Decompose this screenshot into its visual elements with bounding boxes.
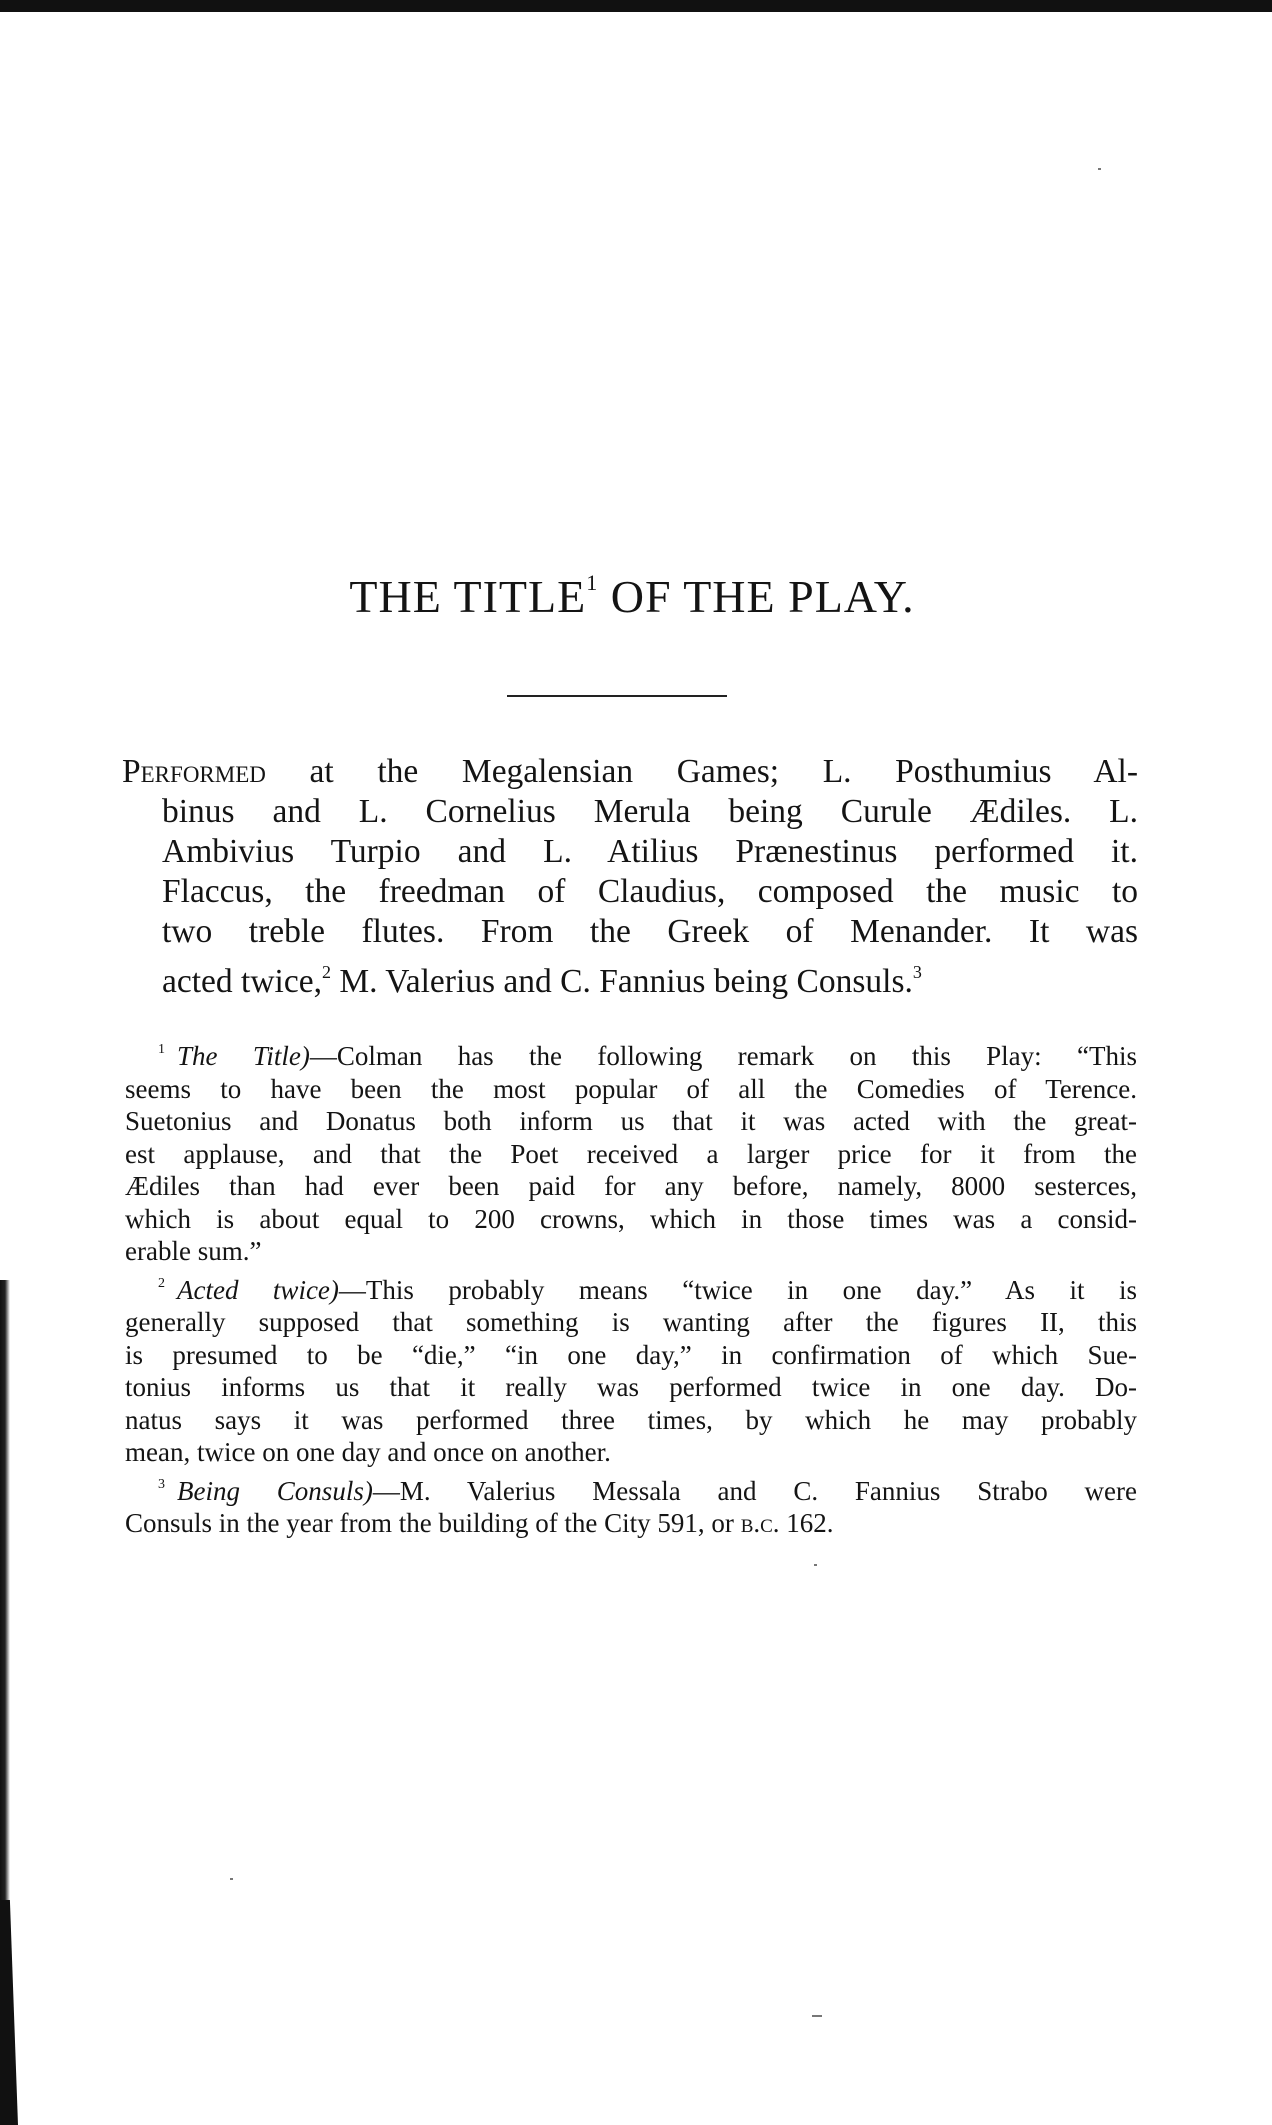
footnote-1-line: est applause, and that the Poet received a larger price for it from the	[125, 1138, 1137, 1169]
footnote-2-label: Acted twice)	[177, 1274, 339, 1305]
page-title	[0, 570, 1264, 623]
description-line: two treble flutes. From the Greek of Menander. It was	[162, 913, 1138, 950]
play-description	[122, 752, 1138, 1002]
footnote-1-line: erable sum.”	[125, 1236, 262, 1266]
footnote-2-line: $^2$ Acted twice)—This probably means “twice in one day.” As it is	[158, 1274, 1137, 1305]
footnotes	[125, 1034, 1137, 1540]
title-text: THE TITLE	[349, 571, 587, 622]
footnote-1-mark: 1	[158, 1042, 165, 1057]
footnote-2-line: natus says it was performed three times, by which he may probably	[125, 1404, 1137, 1435]
footnote-1-line: Suetonius and Donatus both inform us that it was acted with the great-	[125, 1106, 1137, 1136]
footnote-3-label: Being Consuls)	[177, 1475, 373, 1506]
title-footnote-mark: 1	[586, 570, 599, 595]
footnote-3-bc: b.c.	[740, 1508, 780, 1538]
description-lead-word: Performed	[122, 753, 266, 790]
footnote-ref-3: 3	[912, 962, 922, 982]
paper-speck	[1098, 168, 1101, 170]
description-line: Flaccus, the freedman of Claudius, composed the music to	[162, 873, 1138, 910]
footnote-3-mark: 3	[158, 1476, 165, 1492]
footnote-2-line: generally supposed that something is wanting after the figures II, this	[125, 1307, 1137, 1337]
title-text-end: OF THE PLAY.	[598, 571, 915, 622]
footnote-ref-2: 2	[321, 962, 331, 982]
footnote-2-line: tonius informs us that it really was performed twice in one day. Do-	[125, 1372, 1137, 1402]
paper-speck	[812, 2015, 822, 2017]
page-left-edge-binding	[0, 1900, 18, 2125]
footnote-1-line: which is about equal to 200 crowns, which in those times was a consid-	[125, 1203, 1137, 1234]
footnote-2-line: mean, twice on one day and once on another.	[125, 1437, 611, 1467]
footnote-3-line: Consuls in the year from the building of the City 591, or b.c. 162.	[125, 1508, 834, 1538]
footnote-2-mark: 2	[158, 1275, 165, 1291]
footnote-2-line: is presumed to be “die,” “in one day,” in confirmation of which Sue-	[125, 1339, 1137, 1370]
description-line: binus and L. Cornelius Merula being Curule Ædiles. L.	[162, 793, 1138, 830]
description-line: Performed at the Megalensian Games; L. Posthumius Al-	[122, 753, 1138, 790]
paper-speck	[814, 1564, 817, 1566]
footnote-3-line: $^3$ Being Consuls)—M. Valerius Messala and C. Fannius Strabo were	[158, 1475, 1138, 1506]
description-line-last: acted twice,$^2$ M. Valerius and C. Fannius being Consuls.$^3$	[162, 962, 922, 1000]
footnote-1-line: $^1$ The Title)—Colman has the following remark on this Play: “This	[158, 1041, 1137, 1071]
paper-speck	[230, 1878, 233, 1880]
footnote-1-line: seems to have been the most popular of all the Comedies of Terence.	[125, 1073, 1137, 1104]
footnote-1-line: Ædiles than had ever been paid for any before, namely, 8000 sesterces,	[125, 1171, 1137, 1201]
title-divider	[507, 695, 727, 697]
page-top-border	[0, 0, 1272, 12]
footnote-1-label: The Title)	[177, 1041, 310, 1071]
description-line: Ambivius Turpio and L. Atilius Prænestinus performed it.	[162, 833, 1138, 870]
